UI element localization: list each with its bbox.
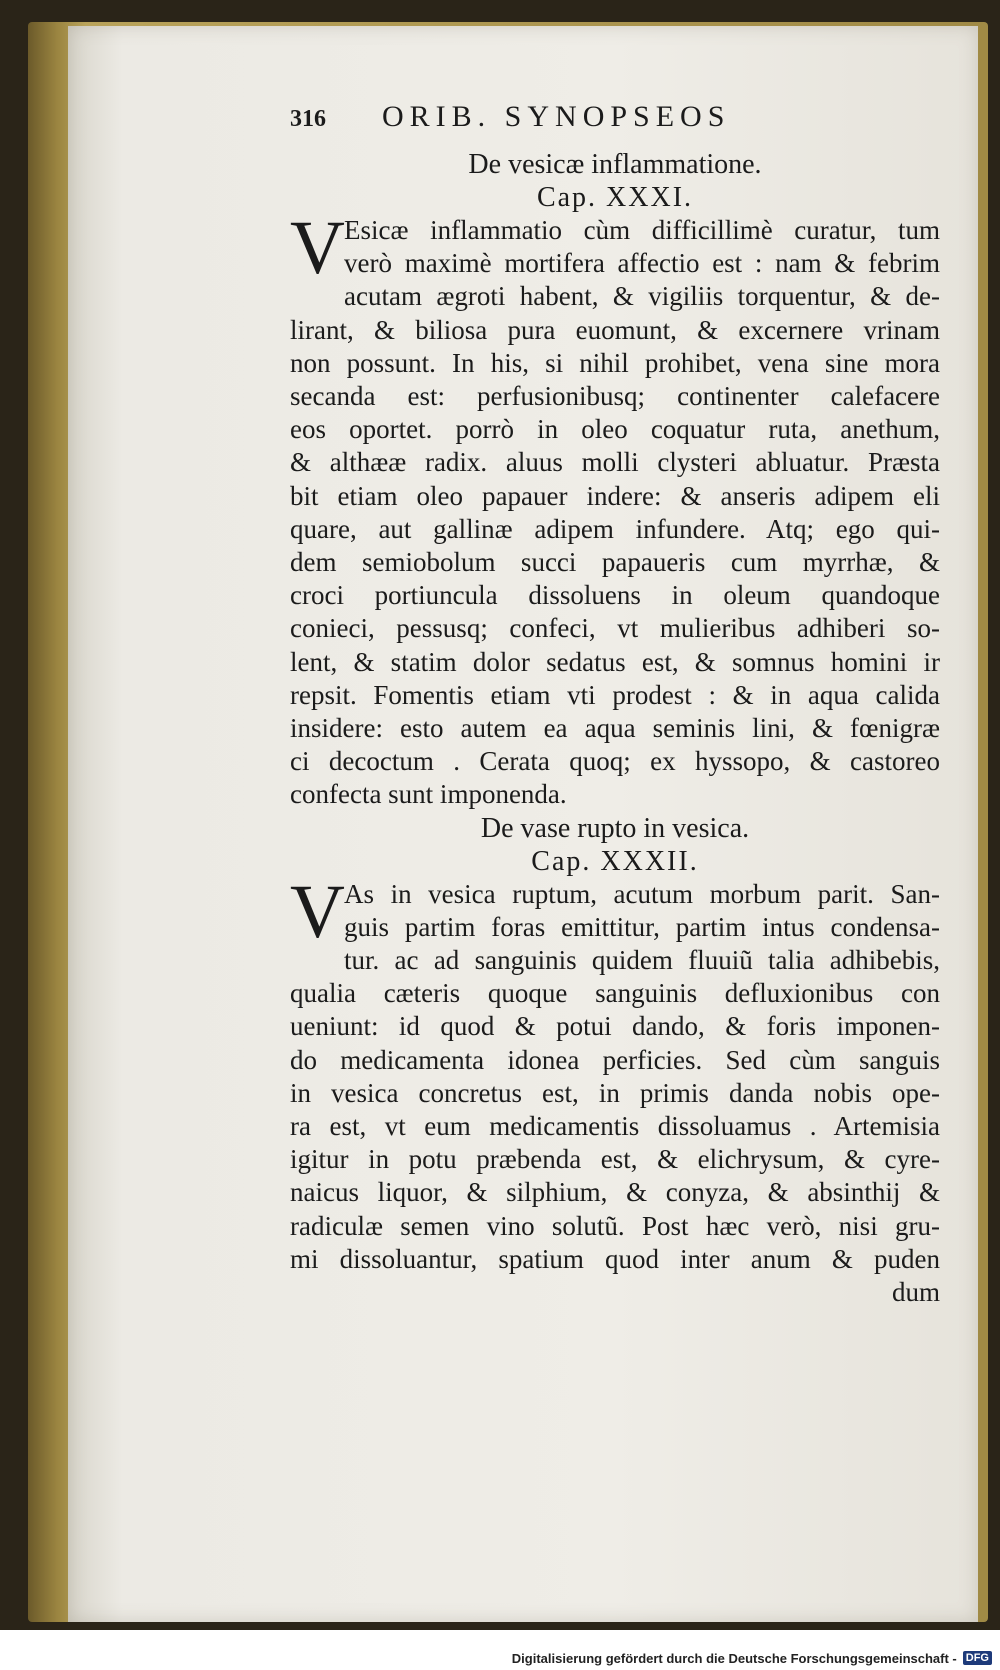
chapter-number: Cap. XXXI. bbox=[536, 182, 694, 213]
chapter-title: De vase rupto in vesica. bbox=[480, 812, 750, 844]
text-line: confecta sunt imponenda. bbox=[290, 779, 567, 810]
text-line: naicus liquor, & silphium, & conyza, & absinthij & bbox=[290, 1177, 940, 1208]
text-line: do medicamenta idonea perficies. Sed cùm sanguis bbox=[290, 1044, 940, 1075]
text-line: As in vesica ruptum, acutum morbum parit. San- bbox=[344, 878, 940, 909]
chapter-32 bbox=[290, 812, 940, 1310]
text-line: mi dissoluantur, spatium quod inter anum & puden bbox=[290, 1243, 940, 1274]
text-line: secanda est: perfusionibusq; continenter calefacere bbox=[290, 381, 940, 412]
text-line: radiculæ semen vino solutũ. Post hæc verò, nisi gru- bbox=[290, 1210, 940, 1241]
catchword: dum bbox=[891, 1277, 940, 1308]
text-line: ueniunt: id quod & potui dando, & foris imponen- bbox=[290, 1011, 940, 1042]
dfg-logo-icon: DFG bbox=[963, 1651, 992, 1665]
text-line: ci decoctum . Cerata quoq; ex hyssopo, & castoreo bbox=[290, 746, 940, 777]
text-line: guis partim foras emittitur, partim intus condensa- bbox=[344, 911, 940, 942]
text-line: verò maximè mortifera affectio est : nam & febrim bbox=[344, 248, 940, 279]
text-line: non possunt. In his, si nihil prohibet, vena sine mora bbox=[290, 347, 940, 378]
text-line: Esicæ inflammatio cùm difficillimè curatur, tum bbox=[344, 215, 940, 245]
drop-capital: V bbox=[290, 869, 345, 954]
text-line: croci portiuncula dissoluens in oleum quandoque bbox=[290, 580, 940, 611]
running-title: ORIB. SYNOPSEOS bbox=[382, 100, 731, 133]
digitization-footer bbox=[0, 1646, 1000, 1670]
drop-capital: V bbox=[290, 206, 345, 290]
chapter-31 bbox=[290, 148, 940, 812]
text-line: lirant, & biliosa pura euomunt, & excernere vrinam bbox=[290, 314, 940, 345]
text-line: repsit. Fomentis etiam vti prodest : & in aqua calida bbox=[290, 679, 940, 710]
page-number: 316 bbox=[290, 106, 326, 132]
text-line: igitur in potu præbenda est, & elichrysum, & cyre- bbox=[290, 1144, 940, 1175]
text-line: tur. ac ad sanguinis quidem fluuiũ talia adhibebis, bbox=[344, 945, 940, 976]
text-line: & althææ radix. aluus molli clysteri abluatur. Præsta bbox=[290, 447, 940, 478]
chapter-title: De vesicæ inflammatione. bbox=[468, 149, 762, 180]
chapter-body bbox=[290, 869, 940, 1310]
text-line: ra est, vt eum medicamentis dissoluamus . Artemisia bbox=[290, 1111, 940, 1142]
funding-notice: Digitalisierung gefördert durch die Deutsche Forschungsgemeinschaft - bbox=[511, 1650, 957, 1666]
text-line: lent, & statim dolor sedatus est, & somnus homini ir bbox=[290, 646, 940, 677]
page-text-block bbox=[290, 100, 940, 1309]
text-line: dem semiobolum succi papaueris cum myrrhæ, & bbox=[290, 547, 940, 578]
text-line: conieci, pessusq; confeci, vt mulieribus adhiberi so- bbox=[290, 613, 940, 644]
running-head bbox=[290, 100, 940, 146]
text-line: acutam ægroti habent, & vigiliis torquentur, & de- bbox=[344, 281, 940, 312]
chapter-body bbox=[290, 206, 940, 812]
text-line: bit etiam oleo papauer indere: & anseris adipem eli bbox=[290, 480, 940, 511]
text-line: in vesica concretus est, in primis danda nobis ope- bbox=[290, 1077, 940, 1108]
text-line: eos oportet. porrò in oleo coquatur ruta, anethum, bbox=[290, 414, 940, 445]
text-line: quare, aut gallinæ adipem infundere. Atq; ego qui- bbox=[290, 513, 940, 544]
text-line: qualia cæteris quoque sanguinis defluxionibus con bbox=[290, 978, 940, 1009]
text-line: insidere: esto autem ea aqua seminis lini, & fœnigræ bbox=[290, 713, 940, 744]
chapter-number: Cap. XXXII. bbox=[531, 845, 699, 877]
